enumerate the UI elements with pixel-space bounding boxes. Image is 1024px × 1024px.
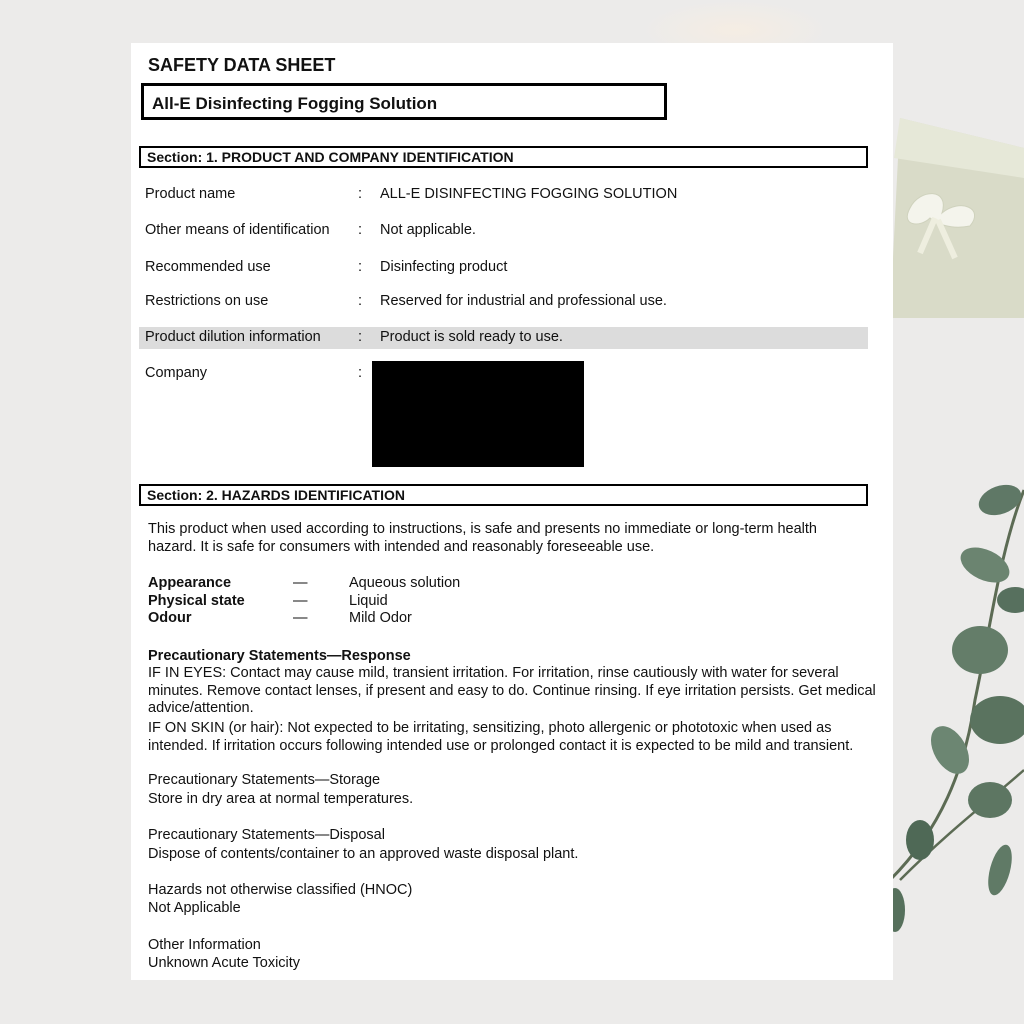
property-value: Liquid — [349, 593, 388, 609]
response-heading: Precautionary Statements—Response — [148, 648, 411, 664]
row-colon: : — [358, 222, 363, 238]
hazard-intro: This product when used according to instructions, is safe and presents no immediate or long-term health hazard. It is safe for consumers with intended and reasonably foreseeable use. — [148, 521, 817, 555]
eucalyptus-leaves-image — [880, 470, 1024, 950]
section-1-header — [139, 146, 868, 168]
row-label: Product dilution information — [145, 329, 321, 345]
redacted-company-block — [372, 361, 584, 467]
storage-text: Store in dry area at normal temperatures. — [148, 791, 414, 807]
product-title: All-E Disinfecting Fogging Solution — [152, 94, 438, 113]
row-colon: : — [358, 365, 363, 381]
storage-heading: Precautionary Statements—Storage — [148, 772, 381, 788]
disposal-heading: Precautionary Statements—Disposal — [148, 827, 385, 843]
row-value: Disinfecting product — [380, 259, 508, 275]
section-1-heading: Section: 1. PRODUCT AND COMPANY IDENTIFICATION — [147, 149, 514, 165]
response-eyes-text: IF IN EYES: Contact may cause mild, transient irritation. For irritation, rinse cautiously with water for several minutes. Remove contact lenses, if present and easy to do. Continue rinsing. If eye irritation persists. Get medical advice/attention. — [148, 665, 876, 716]
section-2-header — [139, 484, 868, 506]
hnoc-text: Not Applicable — [148, 900, 241, 916]
property-value: Aqueous solution — [349, 575, 461, 591]
row-colon: : — [358, 293, 363, 309]
row-dilution — [139, 327, 868, 349]
row-value: Product is sold ready to use. — [380, 329, 563, 345]
row-value: ALL-E DISINFECTING FOGGING SOLUTION — [380, 186, 678, 202]
row-label: Company — [145, 365, 208, 381]
property-key: Appearance — [148, 575, 232, 591]
other-info-text: Unknown Acute Toxicity — [148, 955, 301, 971]
section-2-heading: Section: 2. HAZARDS IDENTIFICATION — [147, 487, 405, 503]
other-info-heading: Other Information — [148, 937, 261, 953]
property-value: Mild Odor — [349, 610, 412, 626]
disposal-text: Dispose of contents/container to an approved waste disposal plant. — [148, 846, 579, 862]
gift-box-image — [880, 118, 1024, 318]
row-recommended-use — [139, 257, 868, 279]
row-colon: : — [358, 329, 363, 345]
response-skin-text: IF ON SKIN (or hair): Not expected to be irritating, sensitizing, photo allergenic or phototoxic when used as intended. If irritation occurs following intended use or prolonged contact it is expected to be mild and transient. — [148, 720, 854, 754]
row-label: Recommended use — [145, 259, 271, 275]
property-dash: — — [293, 610, 308, 626]
property-dash: — — [293, 575, 308, 591]
row-label: Product name — [145, 186, 236, 202]
hnoc-heading: Hazards not otherwise classified (HNOC) — [148, 882, 413, 898]
row-restrictions — [139, 291, 868, 313]
row-other-identification — [139, 220, 868, 242]
row-label: Other means of identification — [145, 222, 330, 238]
row-product-name — [139, 184, 868, 206]
product-title-box — [141, 83, 667, 120]
property-dash: — — [293, 593, 308, 609]
row-colon: : — [358, 186, 363, 202]
row-label: Restrictions on use — [145, 293, 269, 309]
property-key: Physical state — [148, 593, 245, 609]
row-value: Reserved for industrial and professional use. — [380, 293, 667, 309]
row-value: Not applicable. — [380, 222, 476, 238]
safety-data-sheet-page — [131, 43, 893, 980]
document-title: SAFETY DATA SHEET — [148, 55, 336, 75]
row-colon: : — [358, 259, 363, 275]
property-key: Odour — [148, 610, 192, 626]
